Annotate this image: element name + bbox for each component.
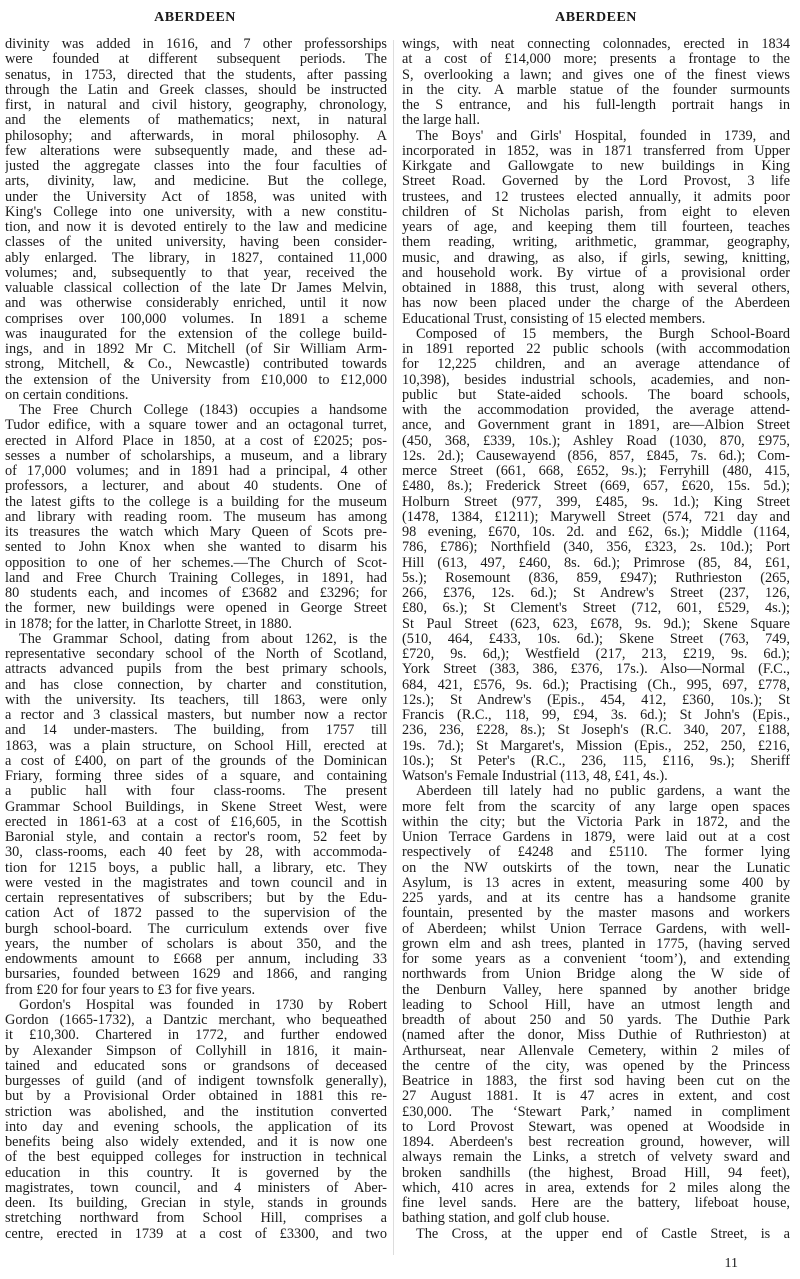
text-line: (510, 464, £433, 10s. 6d.); Skene Street (763, 749, (402, 631, 790, 647)
text-line: leading to School Hill, have an utmost length and (402, 997, 790, 1013)
text-line: and 14 under-masters. The building, from 1757 till (5, 723, 387, 739)
text-line: 266, £376, 12s. 6d.); St Andrew's Street (237, 126, (402, 586, 790, 601)
text-line: centre, erected in 1739 at a cost of £3300, and two (5, 1226, 387, 1242)
text-line: on the NW outskirts of the town, near the Lunatic (402, 860, 790, 876)
text-line: and has close connection, by charter and constitution, (5, 677, 387, 693)
text-line: 10,398), besides industrial schools, academies, and non- (402, 372, 790, 388)
text-line: Tudor edifice, with a square tower and an octagonal turret, (5, 418, 387, 434)
text-line: tion, and now it is devoted entirely to the law and medicine (5, 220, 387, 235)
text-line: 684, 421, £576, 9s. 6d.); Practising (Ch., 995, 697, £778, (402, 677, 790, 693)
text-line: them reading, writing, arithmetic, grammar, geography, (402, 235, 790, 251)
text-line: has now been placed under the charge of the Aberdeen (402, 296, 790, 312)
text-line: 1863, was a plain structure, on School Hill, erected at (5, 738, 387, 754)
text-line: Educational Trust, consisting of 15 elected members. (402, 311, 706, 327)
text-line: in 1878; for the latter, in Charlotte Street, in 1880. (5, 616, 292, 632)
text-line: the latest gifts to the college is a building for the museum (5, 494, 387, 510)
text-line: 30, class-rooms, each 40 feet by 28, with accommoda- (5, 845, 387, 861)
text-line: a cost of £400, on part of the grounds of the Dominican (5, 753, 387, 769)
text-line: bursaries, founded between 1629 and 1866, and ranging (5, 967, 387, 983)
text-line: (named after the donor, Miss Duthie of Ruthrieston) at (402, 1028, 790, 1044)
left-column (5, 37, 387, 1242)
text-line: and library with reading room. The museum has among (5, 509, 387, 525)
text-line: £480, 8s.); Frederick Street (669, 657, £620, 15s. 5d.); (402, 479, 790, 495)
text-line: 5s.); Rosemount (836, 859, £947); Ruthrieston (265, (402, 570, 790, 586)
paragraph (5, 403, 387, 632)
paragraph (5, 998, 387, 1242)
text-line: was inaugurated for the extension of the college build- (5, 326, 387, 342)
text-line: on certain conditions. (5, 387, 129, 403)
text-line: land and Free Church Training Colleges, in 1891, had (5, 570, 387, 586)
text-line: The Free Church College (1843) occupies a handsome (19, 403, 387, 418)
text-line: more felt from the scarcity of any large open spaces (402, 799, 790, 815)
text-line: fine level sands. Here are the battery, lifeboat house, (402, 1196, 790, 1211)
text-line: justed the aggregate classes into the four faculties of (5, 159, 387, 174)
text-line: senatus, in 1753, directed that the students, after passing (5, 67, 387, 83)
text-line: valuable classical collection of the late Dr James Melvin, (5, 281, 387, 296)
text-line: under the University Act of 1858, was united with (5, 189, 387, 205)
paragraph (402, 129, 790, 327)
text-line: Francis (R.C., 118, 99, £94, 3s. 6d.); St John's (Epis., (402, 708, 790, 723)
text-line: northwards from Union Bridge along the W side of (402, 967, 790, 983)
text-line: ings, and in 1892 Mr C. Mitchell (of Sir William Arm- (5, 342, 387, 357)
text-line: the extension of the University from £10,000 to £12,000 (5, 372, 387, 388)
text-line: Gordon (1665-1732), a Dantzic merchant, who bequeathed (5, 1013, 387, 1028)
text-line: certain representatives of subscribers; but by the Edu- (5, 891, 387, 906)
text-line: Composed of 15 members, the Burgh School-Board (416, 326, 790, 342)
text-line: merce Street (661, 668, £652, 9s.); Ferryhill (480, 415, (402, 464, 790, 479)
text-line: representative secondary school of the North of Scotland, (5, 647, 387, 662)
text-line: burgh school-board. The curriculum extends over five (5, 921, 387, 937)
text-line: respectively of £4248 and £5110. The former lying (402, 845, 790, 861)
text-line: 1894. Aberdeen's best recreation ground, however, will (402, 1135, 790, 1150)
text-line: endowments amount to £668 per annum, including 33 (5, 952, 387, 967)
text-line: within the city; but the Victoria Park in 1872, and the (402, 814, 790, 830)
text-line: grown elm and ash trees, planted in 1775, (having served (402, 936, 790, 952)
text-line: attracts advanced pupils from the best primary schools, (5, 662, 387, 678)
text-line: Holburn Street (977, 399, £485, 9s. 1d.); King Street (402, 494, 790, 510)
text-line: The Cross, at the upper end of Castle Street, is a (416, 1226, 790, 1242)
text-line: a public hall with four class-rooms. The present (5, 784, 387, 800)
text-line: the Denburn Valley, here spanned by another bridge (402, 982, 790, 998)
text-line: Union Terrace Gardens in 1879, were laid out at a cost (402, 830, 790, 845)
text-line: from £20 for four years to £3 for five years. (5, 982, 256, 998)
text-line: 27 August 1881. It is 47 acres in extent, and cost (402, 1089, 790, 1105)
text-line: ance, and Government grant in 1891, are—Albion Street (402, 418, 790, 434)
text-line: Arthurseat, near Allenvale Cemetery, within 2 miles of (402, 1043, 790, 1059)
running-header-right: ABERDEEN (555, 10, 637, 25)
text-line: strong, Mitchell, & Co., Newcastle) contributed towards (5, 357, 387, 373)
paragraph (402, 1227, 790, 1242)
text-line: cation Act of 1872 passed to the supervision of the (5, 906, 387, 922)
text-line: tained and educated sons or grandsons of deceased (5, 1058, 387, 1074)
paragraph (5, 37, 387, 403)
text-line: erected in 1861-63 at a cost of £16,605, in the Scottish (5, 814, 387, 830)
text-line: breadth of about 250 and 50 yards. The Duthie Park (402, 1013, 790, 1028)
column-divider (393, 40, 394, 1255)
text-line: 12s.); St Andrew's (Epis., 454, 412, £360, 10s.); St (402, 692, 790, 708)
text-line: incorporated in 1852, was in 1871 transferred from Upper (402, 143, 790, 159)
text-line: trustees, and 12 trustees elected annually, it admits poor (402, 189, 790, 205)
paragraph (402, 37, 790, 129)
text-line: divinity was added in 1616, and 7 other professorships (5, 37, 387, 52)
text-line: the S entrance, and his full-length portrait hangs in (402, 98, 790, 113)
text-line: deen. Its building, Grecian in style, stands in grounds (5, 1196, 387, 1211)
text-line: stretching northward from School Hill, comprises a (5, 1211, 387, 1227)
text-line: a rector and 3 classical masters, but number now a rector (5, 708, 387, 723)
text-line: 98 evening, £670, 10s. 2d. and £62, 6s.); Middle (1164, (402, 525, 790, 540)
text-line: Watson's Female Industrial (113, 48, £41, 4s.). (402, 769, 668, 784)
text-line: 12s. 2d.); Causewayend (856, 857, £845, 7s. 6d.); Com- (402, 448, 790, 464)
text-line: for 12,225 children, and an average attendance of (402, 357, 790, 373)
text-line: of Aberdeen; whilst Union Terrace Gardens, with well- (402, 921, 790, 937)
text-line: Aberdeen till lately had no public gardens, a want the (416, 784, 790, 800)
text-line: but by a Provisional Order obtained in 1881 this re- (5, 1089, 387, 1105)
text-line: (450, 368, £339, 10s.); Ashley Road (1030, 870, £975, (402, 433, 790, 449)
text-line: comprises over 100,000 volumes. In 1891 a scheme (5, 311, 387, 327)
text-line: King's College into one university, with a new constitu- (5, 204, 387, 220)
text-line: tion for 1215 boys, a public hall, a library, etc. They (5, 860, 387, 876)
text-line: children of St Nicholas parish, from eight to eleven (402, 204, 790, 220)
text-line: with the university. Its teachers, till 1863, were only (5, 692, 387, 708)
text-line: professors, a lecturer, and about 40 students. One of (5, 479, 387, 495)
text-line: striction was abolished, and the institution converted (5, 1104, 387, 1120)
text-line: 19s. 7d.); St Margaret's, Mission (Epis., 252, 250, £216, (402, 738, 790, 754)
text-line: classes of the united university, having been consider- (5, 235, 387, 251)
text-line: The Grammar School, dating from about 1262, is the (19, 631, 387, 647)
text-line: £80, 6s.); St Clement's Street (712, 601, £529, 4s.); (402, 601, 790, 617)
text-line: £30,000. The ‘Stewart Park,’ named in compliment (402, 1104, 790, 1120)
text-line: Asylum, is 13 acres in extent, measuring some 400 by (402, 875, 790, 891)
text-line: St Paul Street (623, 623, £678, 9s. 9d.); Skene Square (402, 616, 790, 632)
text-line: first, in natural and civil history, geography, chronology, (5, 98, 387, 113)
text-line: were vested in the magistrates and town council and in (5, 875, 387, 891)
text-line: £720, 9s. 6d,); Westfield (217, 213, £219, 9s. 6d.); (402, 647, 790, 662)
text-line: philosophy; and afterwards, in moral philosophy. A (5, 128, 387, 144)
text-line: and was otherwise considerably enriched, until it now (5, 296, 387, 312)
text-line: Street Road. Governed by the Lord Provost, 3 life (402, 174, 790, 190)
text-line: at a cost of £14,000 more; presents a frontage to the (402, 52, 790, 68)
text-line: its treasures the watch which Mary Queen of Scots pre- (5, 525, 387, 540)
text-line: Baronial style, and contain a rector's room, 52 feet by (5, 830, 387, 845)
text-line: were founded at different subsequent periods. The (5, 52, 387, 68)
text-line: York Street (383, 386, £376, 17s.). Also—Normal (F.C., (402, 662, 790, 678)
text-line: sesses a number of scholarships, a museum, and a library (5, 448, 387, 464)
text-line: into day and evening schools, the application of its (5, 1119, 387, 1135)
text-line: arts, divinity, law, and medicine. But the college, (5, 174, 387, 190)
text-line: fountain, presented by the master masons and workers (402, 906, 790, 922)
text-line: burgesses of guild (and of indigent townsfolk generally), (5, 1074, 387, 1089)
running-header-left: ABERDEEN (154, 10, 236, 25)
text-line: Gordon's Hospital was founded in 1730 by Robert (19, 997, 387, 1013)
text-line: the former, new buildings were opened in George Street (5, 601, 387, 617)
text-line: of 17,000 volumes; and in 1891 had a principal, 4 other (5, 464, 387, 479)
text-line: and the elements of mathematics; next, in natural (5, 113, 387, 129)
text-line: magistrates, town council, and 4 ministers of Aber- (5, 1180, 387, 1196)
text-line: sented to John Knox when she wanted to disarm his (5, 540, 387, 556)
text-line: few alterations were subsequently made, and these ad- (5, 143, 387, 159)
text-line: music, and drawing, as also, if girls, sewing, knitting, (402, 250, 790, 266)
text-line: erected in Alford Place in 1850, at a cost of £2025; pos- (5, 433, 387, 449)
page-number: 11 (724, 1256, 738, 1271)
text-line: opposition to one of her schemes.—The Church of Scot- (5, 555, 387, 571)
text-line: ably enlarged. The library, in 1827, contained 11,000 (5, 250, 387, 266)
text-line: Beatrice in 1883, the first sod having been cut on the (402, 1074, 790, 1089)
text-line: wings, with neat connecting colonnades, erected in 1834 (402, 37, 790, 52)
text-line: in the city. A marble statue of the founder surmounts (402, 82, 790, 98)
right-column (402, 37, 790, 1242)
text-line: S, overlooking a lawn; and gives one of the finest views (402, 67, 790, 83)
text-line: with the accommodation provided, the average attend- (402, 403, 790, 418)
text-line: always remain the Links, a stretch of velvety sward and (402, 1150, 790, 1166)
text-line: volumes; and, subsequently to that year, received the (5, 265, 387, 281)
text-line: years of age, and keeping them till fourteen, teaches (402, 220, 790, 235)
text-line: the large hall. (402, 113, 480, 129)
text-line: it £10,300. Chartered in 1772, and further endowed (5, 1028, 387, 1044)
text-line: by Alexander Simpson of Collyhill in 1816, it main- (5, 1043, 387, 1059)
text-line: of the best equipped colleges for instruction in technical (5, 1150, 387, 1166)
text-line: benefits being also widely extended, and it is now one (5, 1135, 387, 1150)
text-line: 236, 236, £228, 8s.); St Joseph's (R.C. 340, 207, £188, (402, 723, 790, 739)
text-line: obtained in 1888, this trust, along with several others, (402, 281, 790, 296)
text-line: 786, £786); Northfield (340, 356, £323, 2s. 10d.); Port (402, 540, 790, 556)
text-line: 10s.); St Peter's (R.C., 236, 115, £116, 9s.); Sheriff (402, 753, 790, 769)
text-line: through the Latin and Greek classes, should be instructed (5, 82, 387, 98)
text-line: broken sandhills (the highest, Broad Hill, 94 feet), (402, 1165, 790, 1181)
text-line: The Boys' and Girls' Hospital, founded in 1739, and (416, 128, 790, 144)
text-line: the centre of the city, was opened by the Princess (402, 1058, 790, 1074)
text-line: and household work. By virtue of a provisional order (402, 265, 790, 281)
paragraph (402, 784, 790, 1226)
text-line: Grammar School Buildings, in Skene Street West, were (5, 799, 387, 815)
text-line: (1478, 1384, £1211); Marywell Street (574, 721 day and (402, 509, 790, 525)
text-line: which, 410 acres in area, extends for 2 miles along the (402, 1180, 790, 1196)
text-line: Friary, forming three sides of a square, and containing (5, 769, 387, 784)
text-line: education in this country. It is governed by the (5, 1165, 387, 1181)
text-line: years, the number of scholars is about 350, and the (5, 936, 387, 952)
text-line: Kirkgate and Gallowgate to new buildings in King (402, 159, 790, 174)
text-line: 225 yards, and at its centre has a handsome granite (402, 891, 790, 906)
text-line: 80 students each, and incomes of £3682 and £3296; for (5, 586, 387, 601)
text-line: in 1891 reported 22 public schools (with accommodation (402, 342, 790, 357)
text-line: bathing station, and golf club house. (402, 1211, 610, 1227)
text-line: for some years as a convenient ‘toom’), and extending (402, 952, 790, 967)
paragraph (5, 632, 387, 998)
paragraph (402, 327, 790, 785)
text-line: public but State-aided schools. The board schools, (402, 387, 790, 403)
text-line: to Lord Provost Stewart, was opened at Woodside in (402, 1119, 790, 1135)
text-line: Hill (613, 497, £460, 8s. 6d.); Primrose (85, 84, £61, (402, 555, 790, 571)
